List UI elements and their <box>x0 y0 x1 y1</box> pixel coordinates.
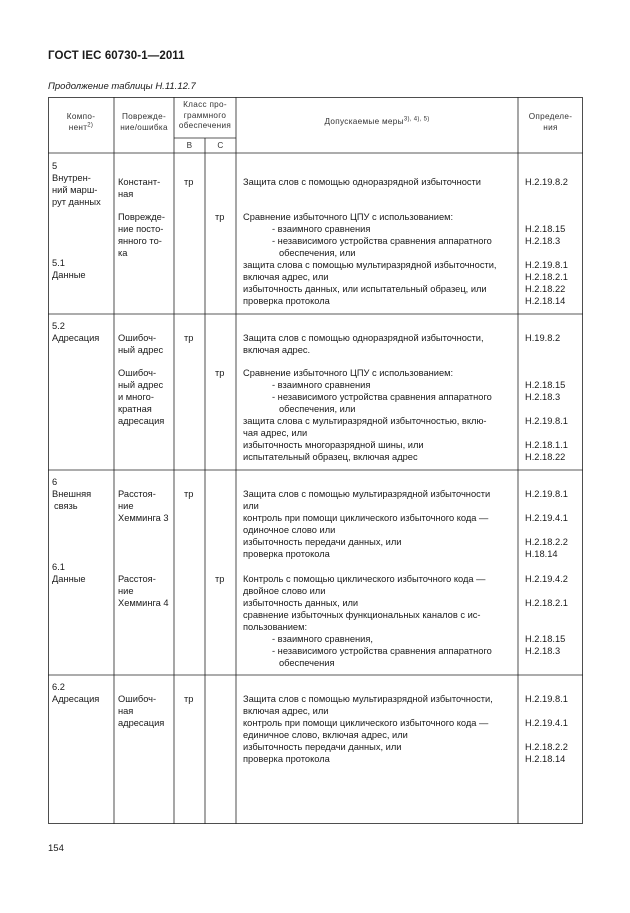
definition-ref: H.2.19.4.2 <box>525 574 568 584</box>
damage-dc-2: ние посто- <box>118 224 164 234</box>
measure-line: единичное слово, включая адрес, или <box>243 730 408 740</box>
measure-line: защита слова с помощью мультиразрядной избыточности, <box>243 260 497 270</box>
measure-line: - независимого устройства сравнения аппаратного <box>272 392 492 402</box>
measure-line: Защита слов с помощью мультиразрядной избыточности <box>243 489 491 499</box>
component-5-2-label: Адресация <box>52 333 100 343</box>
measure-line: испытательный образец, включая адрес <box>243 452 418 462</box>
definition-ref: H.2.18.2.1 <box>525 598 568 608</box>
page-number: 154 <box>48 843 64 854</box>
damage-hamming-4: Расстоя- <box>118 574 156 584</box>
measure-line: включая адрес. <box>243 345 311 355</box>
definition-ref: H.2.18.14 <box>525 296 566 306</box>
damage-constant: Констант- <box>118 177 161 187</box>
measure-line: избыточность данных, или <box>243 598 359 608</box>
component-5-1-label: Данные <box>52 270 86 280</box>
header-class-b: B <box>186 141 193 150</box>
header-component: Компо- нент$^{2)}$ <box>66 112 96 132</box>
component-5-2: 5.2 <box>52 321 65 331</box>
mark-b-5: тр <box>184 177 194 187</box>
component-5-line3: рут данных <box>52 197 101 207</box>
damage-multiple-address-2: ный адрес <box>118 380 164 390</box>
definition-ref: H.2.18.15 <box>525 224 566 234</box>
definition-ref: H.2.18.2.2 <box>525 742 568 752</box>
definition-ref: H.2.18.2.1 <box>525 272 568 282</box>
measure-line: контроль при помощи циклического избыточного кода — <box>243 718 489 728</box>
mark-c-5-2: тр <box>215 368 225 378</box>
definition-ref: H.2.18.14 <box>525 754 566 764</box>
measure-line: Сравнение избыточного ЦПУ с использованием: <box>243 212 454 222</box>
definition-ref: H.2.19.4.1 <box>525 513 568 523</box>
measure-line: обеспечения, или <box>279 404 356 414</box>
definition-ref: H.2.18.15 <box>525 380 566 390</box>
damage-multiple-address: Ошибоч- <box>118 368 157 378</box>
definition-ref: H.2.19.4.1 <box>525 718 568 728</box>
component-5-line2: ний марш- <box>52 185 98 195</box>
measure-line: Сравнение избыточного ЦПУ с использованием: <box>243 368 454 378</box>
damage-constant-2: ная <box>118 189 134 199</box>
measure-line: защита слова с мультиразрядной избыточностью, вклю- <box>243 416 487 426</box>
header-damage: Поврежде- ние/ошибка <box>120 112 168 132</box>
damage-hamming-3-3: Хемминга 3 <box>118 513 169 523</box>
definition-ref: H.2.19.8.1 <box>525 489 568 499</box>
damage-hamming-3: Расстоя- <box>118 489 156 499</box>
measure-line: или <box>243 501 259 511</box>
measure-line: проверка протокола <box>243 754 330 764</box>
document-header: ГОСТ IEC 60730-1—2011 <box>48 50 185 62</box>
component-6-2: 6.2 <box>52 682 65 692</box>
definition-ref: H.2.18.15 <box>525 634 566 644</box>
header-software-class: Класс про- граммного обеспечения <box>178 100 232 130</box>
measure-line: избыточность передачи данных, или <box>243 537 402 547</box>
measure-line: избыточность данных, или испытательный образец, или <box>243 284 487 294</box>
component-6-1: 6.1 <box>52 562 65 572</box>
measure-line: обеспечения, или <box>279 248 356 258</box>
definition-ref: H.2.18.3 <box>525 646 561 656</box>
damage-multiple-address-4: кратная <box>118 404 152 414</box>
measure-line: чая адрес, или <box>243 428 308 438</box>
component-5-1: 5.1 <box>52 258 65 268</box>
measure-line: проверка протокола <box>243 549 330 559</box>
definition-ref: H.2.18.22 <box>525 452 566 462</box>
damage-wrong-addressing: Ошибоч- <box>118 694 157 704</box>
measure-line: сравнение избыточных функциональных каналов с ис- <box>243 610 481 620</box>
definition-ref: H.2.18.22 <box>525 284 566 294</box>
definition-ref: H.19.8.2 <box>525 333 561 343</box>
damage-wrong-addressing-3: адресация <box>118 718 165 728</box>
component-6-line2: связь <box>54 501 78 511</box>
measure-line: включая адрес, или <box>243 706 329 716</box>
measure-line: обеспечения <box>279 658 335 668</box>
damage-wrong-addressing-2: ная <box>118 706 134 716</box>
component-5-line1: Внутрен- <box>52 173 91 183</box>
definition-ref: H.2.19.8.1 <box>525 694 568 704</box>
measure-line: включая адрес, или <box>243 272 329 282</box>
table-continuation-caption: Продолжение таблицы H.11.12.7 <box>48 81 196 92</box>
measure-line: избыточность передачи данных, или <box>243 742 402 752</box>
damage-dc-4: ка <box>118 248 128 258</box>
measure-line: Защита слов с помощью одноразрядной избыточности <box>243 177 481 187</box>
measure-line: Защита слов с помощью мультиразрядной избыточности, <box>243 694 493 704</box>
measure-line: - независимого устройства сравнения аппаратного <box>272 236 492 246</box>
definition-ref: H.2.19.8.1 <box>525 416 568 426</box>
requirements-table <box>48 97 583 824</box>
measure-line: Контроль с помощью циклического избыточного кода — <box>243 574 486 584</box>
mark-b-6-2: тр <box>184 694 194 704</box>
mark-b-5-2: тр <box>184 333 194 343</box>
measure-line: - взаимного сравнения <box>272 224 371 234</box>
definition-ref: H.2.19.8.1 <box>525 260 568 270</box>
measure-line: - независимого устройства сравнения аппаратного <box>272 646 492 656</box>
damage-hamming-4-3: Хемминга 4 <box>118 598 169 608</box>
damage-multiple-address-5: адресация <box>118 416 165 426</box>
component-5: 5 <box>52 161 58 171</box>
header-class-c: C <box>217 141 224 150</box>
damage-wrong-address: Ошибоч- <box>118 333 157 343</box>
definition-ref: H.2.18.2.2 <box>525 537 568 547</box>
definition-ref: H.18.14 <box>525 549 558 559</box>
definition-ref: H.2.18.3 <box>525 236 561 246</box>
measure-line: одиночное слово или <box>243 525 336 535</box>
header-definitions: Определе- ния <box>528 112 573 132</box>
damage-hamming-4-2: ние <box>118 586 134 596</box>
damage-wrong-address-2: ный адрес <box>118 345 164 355</box>
measure-line: Защита слов с помощью одноразрядной избыточности, <box>243 333 484 343</box>
damage-multiple-address-3: и много- <box>118 392 154 402</box>
damage-hamming-3-2: ние <box>118 501 134 511</box>
measure-line: - взаимного сравнения, <box>272 634 373 644</box>
measure-line: пользованием: <box>243 622 308 632</box>
component-6-line1: Внешняя <box>52 489 92 499</box>
damage-dc-3: янного то- <box>118 236 162 246</box>
measure-line: избыточность многоразрядной шины, или <box>243 440 424 450</box>
component-6-2-label: Адресация <box>52 694 100 704</box>
measure-line: проверка протокола <box>243 296 330 306</box>
header-measures: Допускаемые меры$^{3), 4), 5)}$ <box>324 116 430 126</box>
definition-ref: H.2.18.1.1 <box>525 440 568 450</box>
definition-ref: H.2.18.3 <box>525 392 561 402</box>
measure-line: - взаимного сравнения <box>272 380 371 390</box>
measure-line: контроль при помощи циклического избыточного кода — <box>243 513 489 523</box>
measure-line: двойное слово или <box>243 586 326 596</box>
mark-c-6-1: тр <box>215 574 225 584</box>
damage-dc: Поврежде- <box>118 212 165 222</box>
mark-c-5: тр <box>215 212 225 222</box>
component-6-1-label: Данные <box>52 574 86 584</box>
definition-ref: H.2.19.8.2 <box>525 177 568 187</box>
mark-b-6: тр <box>184 489 194 499</box>
component-6: 6 <box>52 477 58 487</box>
